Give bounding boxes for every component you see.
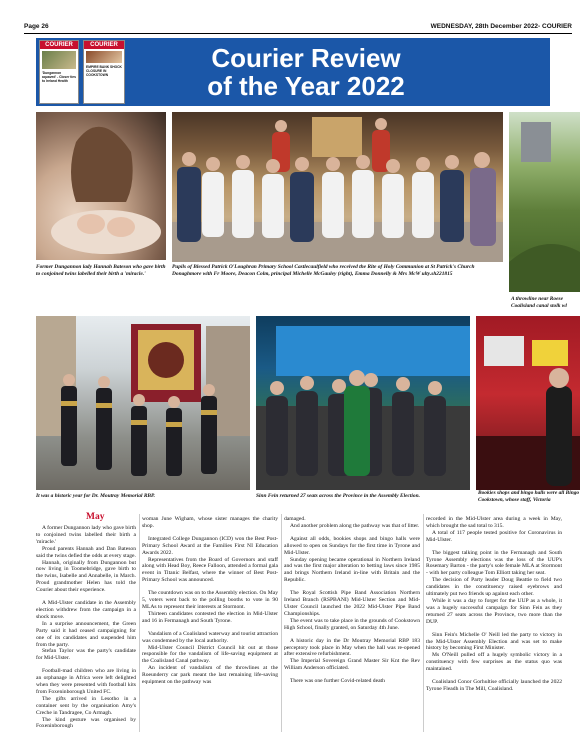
photo-rbp-parade bbox=[36, 316, 250, 490]
issue-date: WEDNESDAY, 28th December 2022- COURIER bbox=[430, 23, 572, 30]
photo-canal-throwline bbox=[509, 112, 580, 292]
paragraph: Vandalism of a Coalisland waterway and tourist attraction was condemned by the local authority. bbox=[142, 630, 278, 644]
paragraph: A historic day in the Dr Moutray Memorial RBP 183 perceptory took place in May when the hall was re-opened after extensive refurbishment. bbox=[284, 637, 420, 658]
paragraph: Mid-Ulster Council District Council hit out at those responsible for the vandalism of life-saving equipment at the Coalisland Canal pathway. bbox=[142, 644, 278, 665]
thumbnail-masthead: COURIER bbox=[84, 41, 124, 49]
front-page-thumbnail-1 bbox=[39, 40, 79, 104]
paragraph: An incident of vandalism of the throwlines at the Roeunderry car park meant the last remaining life-saving equipment on the pathway was bbox=[142, 665, 278, 686]
paragraph: Football-mad children who are living in an orphanage in Africa were left delighted when they were presented with football kits from Foxeninborough United FC. bbox=[36, 668, 136, 695]
paragraph: The Royal Scottish Pipe Band Association Northern Ireland Branch (RSPBANI) Mid-Ulster Section and Mid-Ulster Council launched the 2022 Mid-Ulster Pipe Band Championships. bbox=[284, 590, 420, 617]
paragraph: Thirteen candidates contested the election in Mid-Ulster and 16 in Fermanagh and South Tyrone. bbox=[142, 610, 278, 624]
caption-parade: It was a historic year for Dr. Moutray Memorial RBP. bbox=[36, 493, 155, 499]
column-rule bbox=[281, 514, 282, 732]
paragraph: The biggest talking point in the Fermanagh and South Tyrone Assembly elections was the loss of the UUP's Rosemary Barton - the party's sole female MLA at Stormont - with her party colleague Tom Elliott taking her seat. bbox=[426, 549, 562, 577]
paragraph: The event was to take place in the grounds of Cookstown High School, finally granted, on Saturday 4th June. bbox=[284, 617, 420, 631]
photo-communion-group bbox=[172, 112, 503, 262]
paragraph: Proud parents Hannah and Dan Bateson said the twins defied the odds at every stage. bbox=[36, 545, 136, 559]
caption-shops: Bookies shops and bingo halls were all Bingo Cookstown, whose staff, Victoria bbox=[478, 490, 580, 503]
article-column-4 bbox=[426, 516, 562, 693]
paragraph: The gifts arrived in Lesotho in a container sent by the organisation Amy's Creche in Tandragee, Co Armagh. bbox=[36, 695, 136, 716]
paragraph: Ms O'Neill pulled off a hugely symbolic victory in a constituency with few surprises as the status quo was maintained. bbox=[426, 652, 562, 673]
thumbnail-headline: EMPIRE BANK SHOCK CLOSURE IN COOKSTOWN bbox=[86, 65, 122, 77]
thumbnail-headline: 'Dungannon aquaved' - Closer ties to Ireland Health bbox=[42, 71, 76, 83]
paragraph: There was one further Covid-related death bbox=[290, 678, 385, 685]
paragraph: The Imperial Sovereign Grand Master Sir Knt the Rev William Anderson officiated. bbox=[284, 658, 420, 672]
paragraph: Sunday opening became operational in Northern Ireland and was the first major alteration to betting laws since 1985 and brings Northern Ireland in-line with Britain and the Republic. bbox=[284, 556, 420, 584]
thumbnail-photo bbox=[42, 51, 76, 69]
page-title bbox=[156, 44, 456, 100]
paragraph: A Mid-Ulster candidate in the Assembly election withdrew from the campaign in a shock move. bbox=[36, 600, 136, 620]
photo-assembly-election bbox=[256, 316, 470, 490]
title-line-1: Courier Review bbox=[211, 43, 401, 73]
paragraph: The countdown was on to the Assembly election. On May 5, voters went back to the polling booths to vote in 90 MLAs to represent their interests at Stormont. bbox=[142, 590, 278, 610]
paragraph: recorded in the Mid-Ulster area during a week in May, which brought the sad total to 315. bbox=[426, 516, 562, 529]
column-rule bbox=[423, 514, 424, 732]
caption-twins: Former Dungannon lady Hannah Bateson who gave birth to conjoined twins labelled their birth a 'miracle.' bbox=[36, 264, 166, 277]
caption-canal: A throwline near Roese Coalisland canal stolk wl bbox=[511, 296, 567, 309]
article-column-1 bbox=[36, 525, 136, 730]
thumbnail-masthead: COURIER bbox=[40, 41, 78, 49]
paragraph: And another problem along the pathway was that of litter. bbox=[290, 522, 420, 529]
paragraph: Hannah, originally from Dungannon but now living in Toomebridge, gave birth to the twins, Isabelle and Annabelle, in March. Proud grandmother Helen has told the Courier about their experience. bbox=[36, 559, 136, 594]
paragraph: In a surprise announcement, the Green Party said it had ceased campaigning for one of its candidates and suspended him from the party. bbox=[36, 620, 136, 648]
paragraph: The decision of Party leader Doug Beattie to field two candidates in the constituency raised eyebrows and ultimately put two friends up against each other. bbox=[426, 577, 562, 598]
review-banner bbox=[36, 38, 550, 106]
paragraph: Representatives from the Board of Governors and staff along with Head Boy, Reece Falloon, attended a formal gala event in Titanic Belfast, where the winner of Best Post-Primary School was announced. bbox=[142, 556, 278, 584]
photo-mother-with-twins bbox=[36, 112, 166, 260]
paragraph: A former Dungannon lady who gave birth to conjoined twins labelled their birth a 'miracle.' bbox=[36, 525, 136, 545]
photo-bingo-hall bbox=[476, 316, 580, 490]
paragraph: The kind gesture was organised by Foxeninborough bbox=[36, 716, 136, 730]
paragraph: While it was a day to forget for the UUP as a whole, it was a hugely successful campaign for Sinn Fein as they returned 27 seats across the Province, two more than the DUP. bbox=[426, 597, 562, 625]
header-rule bbox=[24, 33, 572, 34]
paragraph: A total of 117 people tested positive for Coronavirus in Mid-Ulster. bbox=[426, 529, 562, 543]
section-heading-may: May bbox=[86, 512, 105, 522]
article-column-3 bbox=[284, 516, 420, 685]
article-column-2 bbox=[142, 516, 278, 686]
paragraph: woman June Wigham, whose sister manages the charity shop. bbox=[142, 516, 278, 529]
front-page-thumbnail-2 bbox=[83, 40, 125, 104]
page-header bbox=[24, 23, 572, 33]
paragraph: Stefan Taylor was the party's candidate for Mid-Ulster. bbox=[36, 648, 136, 662]
paragraph: Sinn Fein's Michelle O' Neill led the party to victory in the Mid-Ulster Assembly Election and was set to make history by becoming First Minister. bbox=[426, 631, 562, 652]
paragraph: Coalisland Conor Gorhultise officially launched the 2022 Tyrone Fleadh in The Mill, Coalisland. bbox=[426, 679, 562, 692]
paragraph: damaged. bbox=[284, 516, 306, 522]
caption-assembly: Sinn Fein returned 27 seats across the Province in the Assembly Election. bbox=[256, 493, 420, 499]
paragraph: Against all odds, bookies shops and bingo halls were allowed to open on Sundays for the first time in Tyrone and Mid-Ulster. bbox=[284, 535, 420, 556]
caption-communion: Pupils of Blessed Patrick O'Loughran Primary School Castlecaulfield who received the Rite of Holy Communion at St Patrick's Church Donaghmore with Fr Moore, Deacon Colm, principal Michelle McGauley (right), Emma Donnelly & Mrs McW ulty.sh221815 bbox=[172, 264, 475, 277]
thumbnail-photo bbox=[86, 51, 122, 63]
column-rule bbox=[139, 514, 140, 732]
page-number: Page 26 bbox=[24, 23, 49, 30]
paragraph: Integrated College Dungannon (ICD) won the Best Post-Primary School Award at the Families First NI Education Awards 2022. bbox=[142, 535, 278, 556]
title-line-2: of the Year 2022 bbox=[207, 71, 405, 101]
